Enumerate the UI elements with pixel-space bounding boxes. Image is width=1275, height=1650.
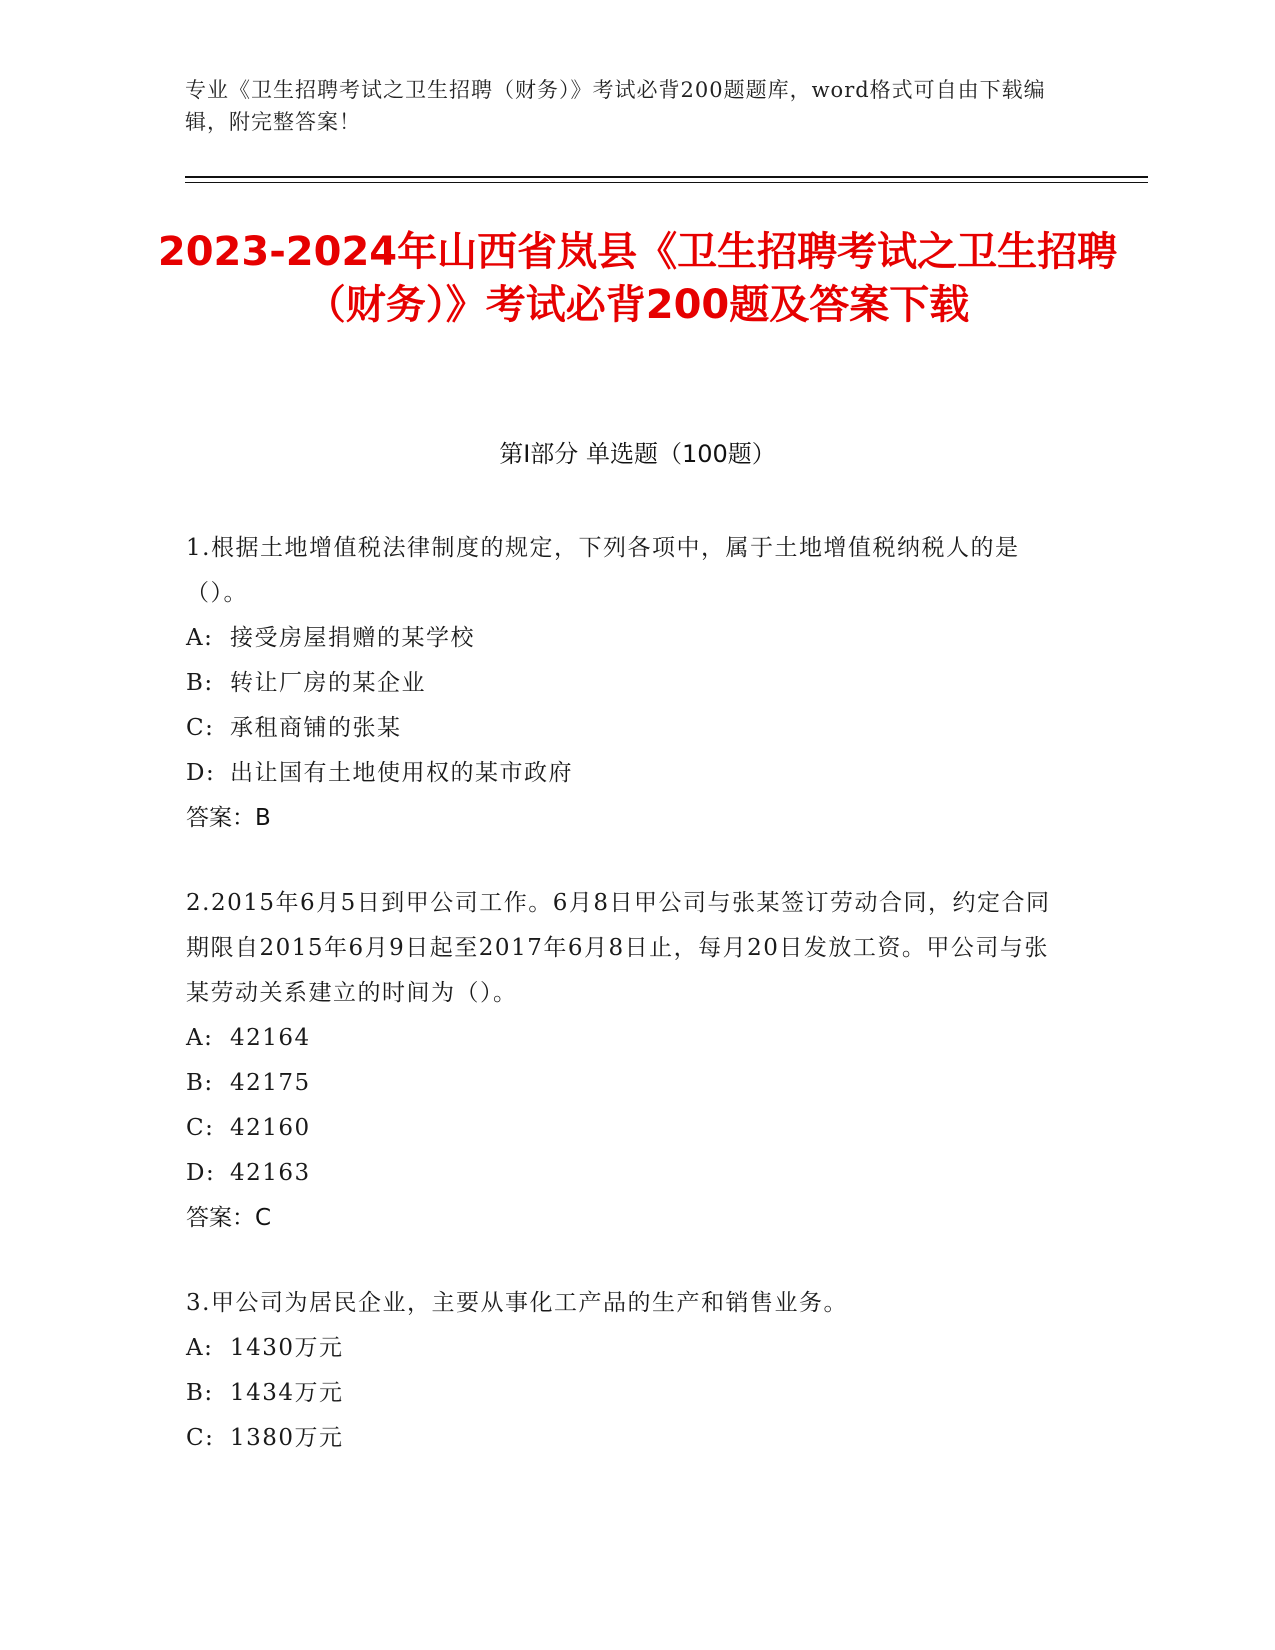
option-text: 42160	[230, 1115, 311, 1141]
option-letter: A:	[186, 625, 214, 651]
answer-line: 答案：B	[186, 805, 271, 831]
question-2	[186, 881, 1066, 1241]
option-c	[186, 1416, 1066, 1461]
option-letter: B:	[186, 1070, 214, 1096]
option-text: 1434万元	[230, 1380, 344, 1406]
question-list	[186, 526, 1066, 1501]
option-a	[186, 1016, 1066, 1061]
option-text: 42163	[230, 1160, 311, 1186]
option-b	[186, 1371, 1066, 1416]
option-c	[186, 1106, 1066, 1151]
answer-line: 答案：C	[186, 1205, 272, 1231]
header-divider-thick	[185, 176, 1148, 178]
option-letter: B:	[186, 1380, 214, 1406]
header-divider-thin	[185, 182, 1148, 183]
question-text: 3.甲公司为居民企业，主要从事化工产品的生产和销售业务。	[186, 1290, 848, 1316]
option-text: 承租商铺的张某	[230, 715, 402, 741]
option-d	[186, 1151, 1066, 1196]
question-3	[186, 1281, 1066, 1461]
option-b	[186, 661, 1066, 706]
option-text: 接受房屋捐赠的某学校	[230, 625, 475, 651]
option-text: 出让国有土地使用权的某市政府	[230, 760, 573, 786]
header-note: 专业《卫生招聘考试之卫生招聘（财务）》考试必背200题题库，word格式可自由下载编辑，附完整答案！	[185, 78, 1046, 134]
option-letter: A:	[186, 1025, 214, 1051]
option-letter: C:	[186, 1425, 215, 1451]
question-text: 1.根据土地增值税法律制度的规定，下列各项中，属于土地增值税纳税人的是（）。	[186, 535, 1020, 606]
option-text: 1380万元	[230, 1425, 344, 1451]
option-letter: B:	[186, 670, 214, 696]
option-text: 1430万元	[230, 1335, 344, 1361]
option-c	[186, 706, 1066, 751]
option-letter: D:	[186, 1160, 216, 1186]
option-a	[186, 1326, 1066, 1371]
section-heading: 第I部分 单选题（100题）	[499, 440, 776, 468]
option-d	[186, 751, 1066, 796]
question-1	[186, 526, 1066, 841]
option-letter: A:	[186, 1335, 214, 1361]
option-text: 42175	[230, 1070, 311, 1096]
option-letter: C:	[186, 715, 215, 741]
question-text: 2.2015年6月5日到甲公司工作。6月8日甲公司与张某签订劳动合同，约定合同期限自2015年6月9日起至2017年6月8日止，每月20日发放工资。甲公司与张某劳动关系建立的时间为（）。	[186, 890, 1051, 1006]
option-letter: C:	[186, 1115, 215, 1141]
option-b	[186, 1061, 1066, 1106]
option-letter: D:	[186, 760, 216, 786]
option-text: 转让厂房的某企业	[230, 670, 426, 696]
option-text: 42164	[230, 1025, 311, 1051]
document-title: 2023-2024年山西省岚县《卫生招聘考试之卫生招聘（财务）》考试必背200题及答案下载	[157, 229, 1118, 328]
option-a	[186, 616, 1066, 661]
